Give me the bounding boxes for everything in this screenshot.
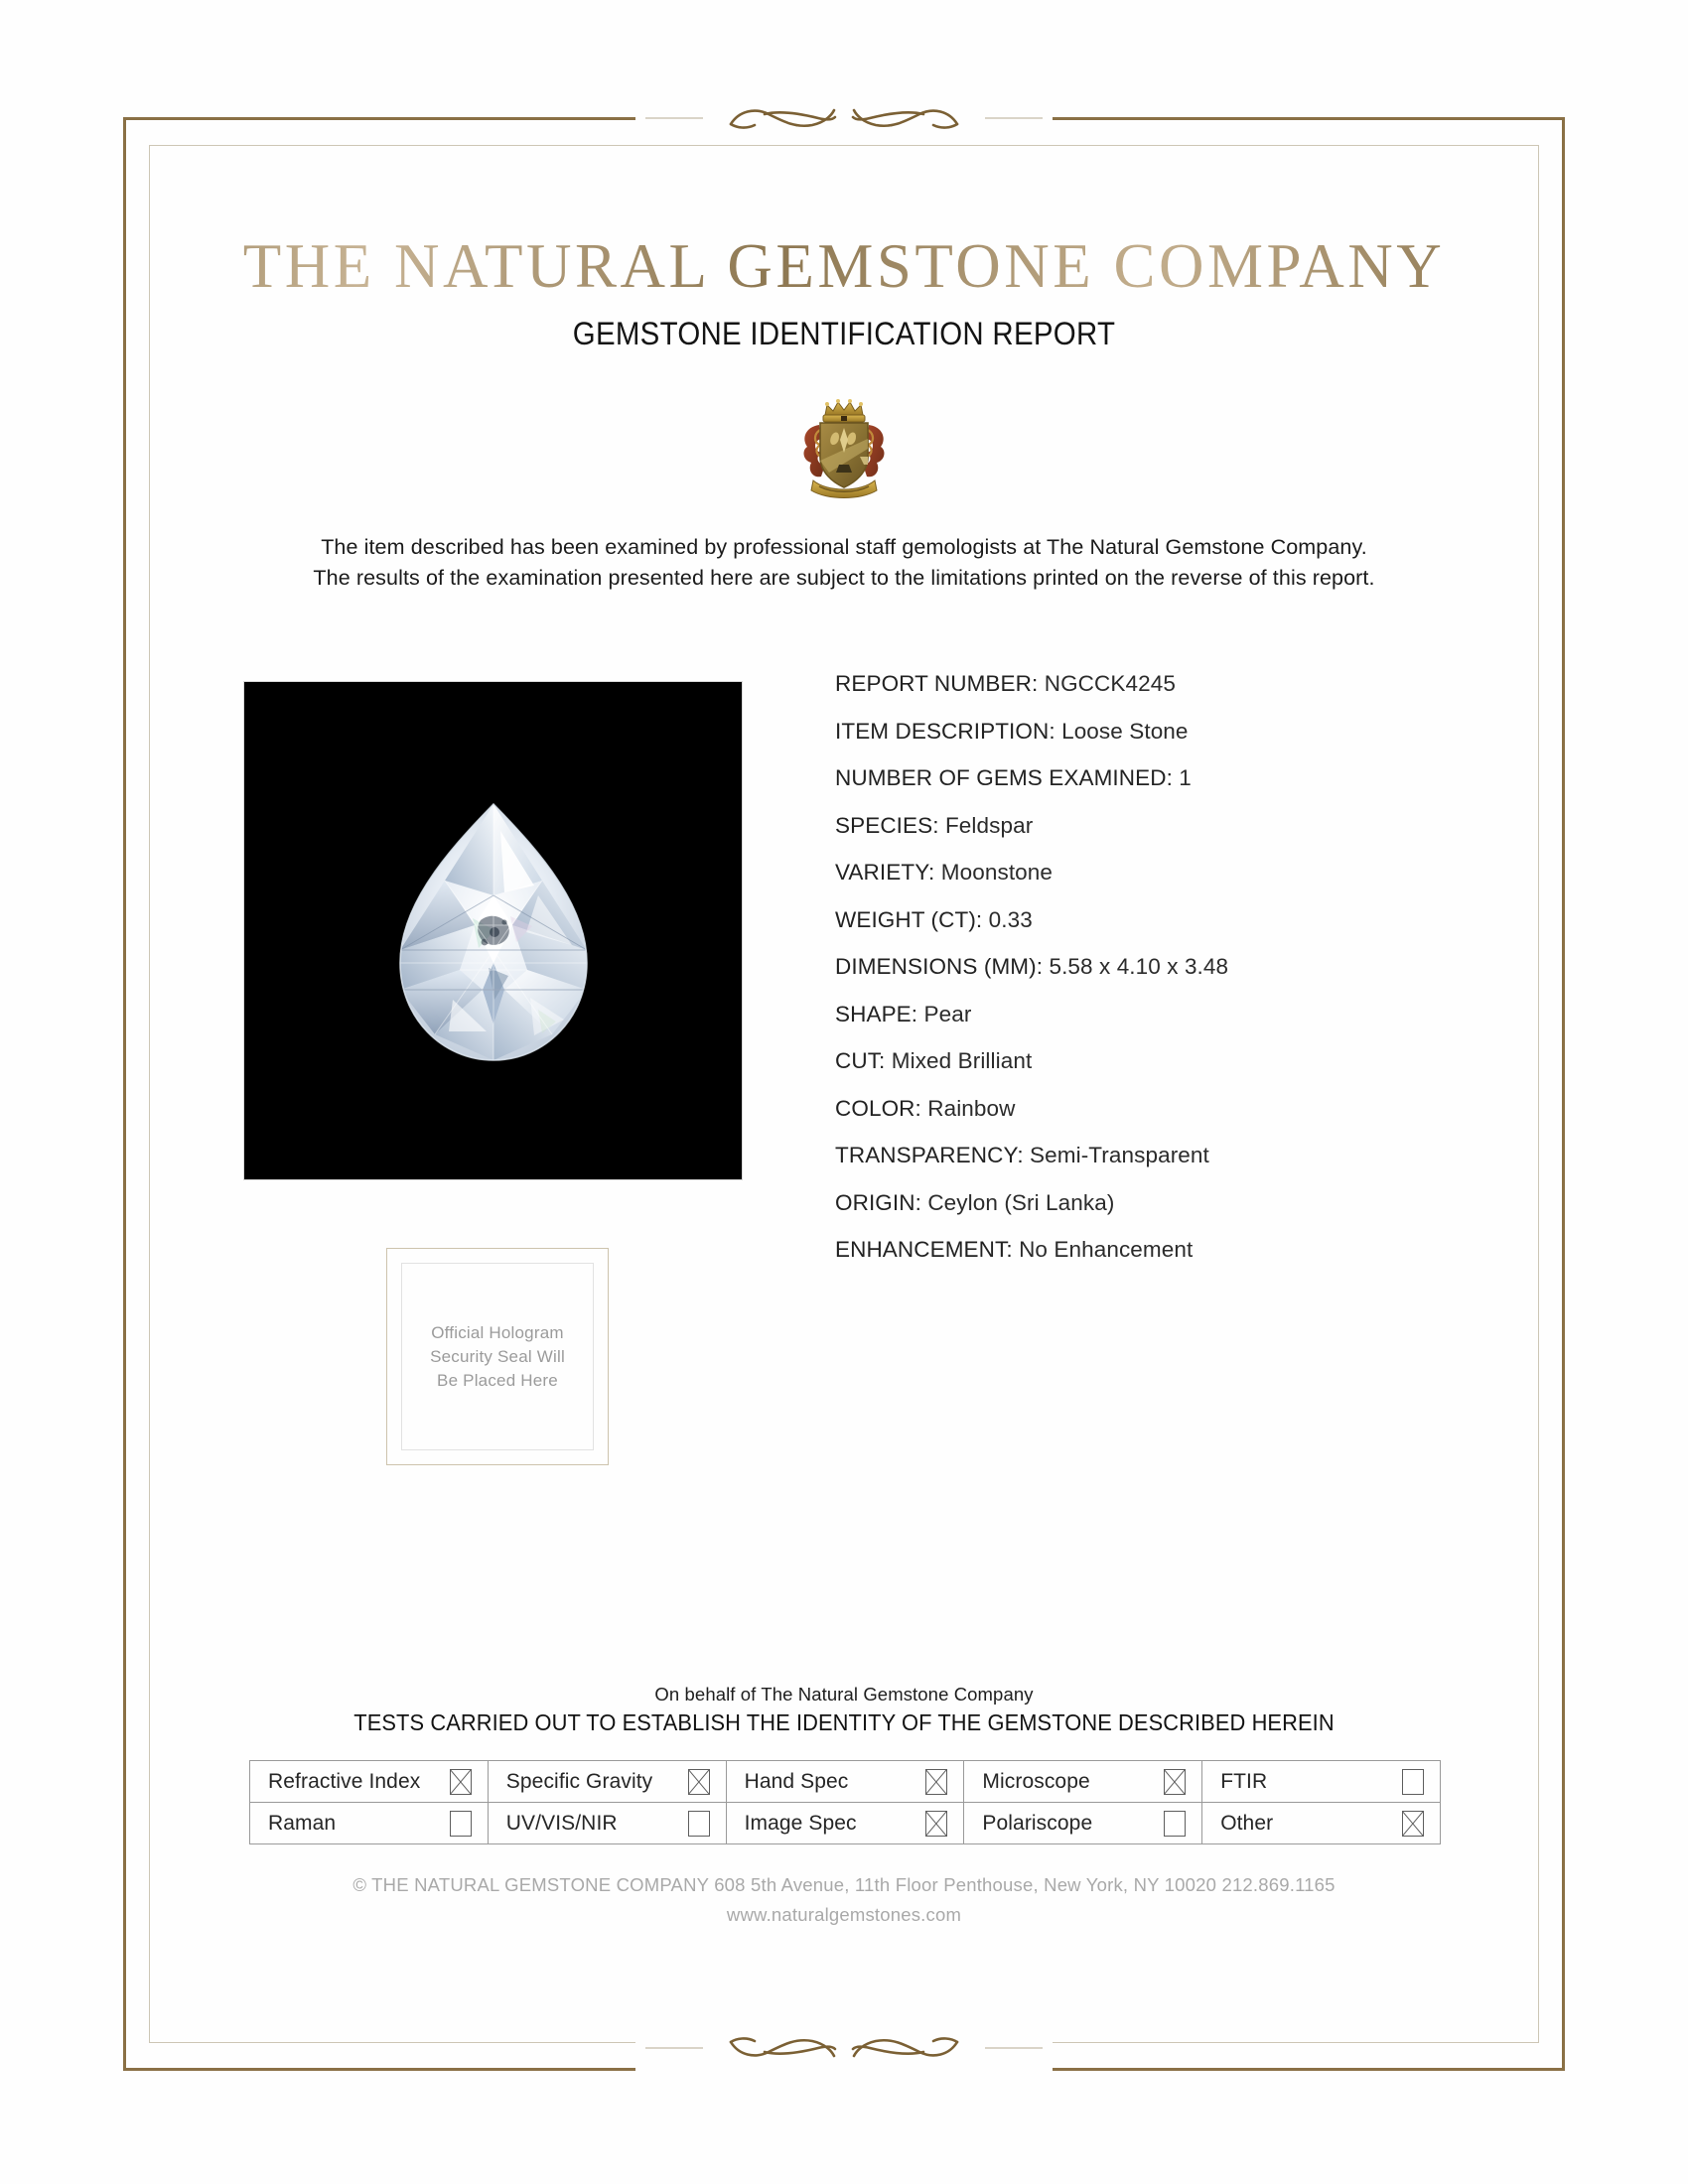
spec-row-species — [835, 813, 1471, 839]
spec-label: ITEM DESCRIPTION: — [835, 718, 1055, 744]
test-cell-other[interactable] — [1202, 1803, 1441, 1844]
checkbox-image-spec[interactable] — [925, 1811, 947, 1837]
checkbox-refractive-index[interactable] — [450, 1769, 472, 1795]
spec-row-enhancement — [835, 1237, 1471, 1263]
spec-label: WEIGHT (CT): — [835, 906, 983, 932]
report-subtitle: GEMSTONE IDENTIFICATION REPORT — [572, 316, 1116, 351]
spec-value: 5.58 x 4.10 x 3.48 — [1049, 954, 1229, 979]
spec-row-cut — [835, 1048, 1471, 1074]
gemstone-photo — [243, 681, 743, 1180]
test-cell-specific-gravity[interactable] — [488, 1761, 726, 1803]
on-behalf-line: On behalf of The Natural Gemstone Company — [654, 1684, 1034, 1705]
spec-value: Mixed Brilliant — [891, 1048, 1033, 1073]
hologram-line-3: Be Placed Here — [437, 1370, 558, 1390]
flourish-ornament-icon — [645, 2028, 1043, 2068]
spec-value: Feldspar — [944, 812, 1034, 838]
checkbox-microscope[interactable] — [1164, 1769, 1186, 1795]
company-title: THE NATURAL GEMSTONE COMPANY — [0, 230, 1688, 303]
hologram-line-1: Official Hologram — [431, 1322, 564, 1342]
footer-website[interactable]: www.naturalgemstones.com — [726, 1904, 962, 1925]
spec-row-number-of-gems — [835, 765, 1471, 791]
spec-row-shape — [835, 1002, 1471, 1027]
checkbox-specific-gravity[interactable] — [688, 1769, 710, 1795]
test-cell-uv-vis-nir[interactable] — [488, 1803, 726, 1844]
footer — [0, 1870, 1688, 1930]
table-row — [250, 1803, 1441, 1844]
spec-value: Rainbow — [927, 1095, 1016, 1121]
heraldic-crest-icon — [789, 395, 899, 502]
test-cell-raman[interactable] — [250, 1803, 489, 1844]
spec-label: TRANSPARENCY: — [835, 1143, 1024, 1167]
hologram-seal-placeholder — [386, 1248, 609, 1465]
flourish-ornament-icon — [645, 98, 1043, 138]
spec-value: 1 — [1179, 765, 1192, 790]
spec-label: CUT: — [835, 1048, 886, 1073]
spec-row-dimensions — [835, 954, 1471, 980]
spec-value: Pear — [923, 1001, 972, 1026]
test-cell-ftir[interactable] — [1202, 1761, 1441, 1803]
test-label: FTIR — [1220, 1770, 1268, 1793]
spec-value: No Enhancement — [1019, 1237, 1194, 1262]
test-label: Other — [1220, 1812, 1274, 1835]
spec-row-origin — [835, 1190, 1471, 1216]
test-cell-hand-spec[interactable] — [726, 1761, 964, 1803]
spec-row-color — [835, 1096, 1471, 1122]
test-cell-image-spec[interactable] — [726, 1803, 964, 1844]
checkbox-ftir[interactable] — [1402, 1769, 1424, 1795]
spec-row-variety — [835, 860, 1471, 886]
pear-moonstone-image — [244, 682, 743, 1180]
footer-address: © THE NATURAL GEMSTONE COMPANY 608 5th Avenue, 11th Floor Penthouse, New York, NY 10020 212.869.1165 — [352, 1874, 1336, 1895]
spec-label: NUMBER OF GEMS EXAMINED: — [835, 765, 1173, 790]
test-cell-microscope[interactable] — [964, 1761, 1202, 1803]
checkbox-raman[interactable] — [450, 1811, 472, 1837]
spec-value: NGCCK4245 — [1044, 671, 1176, 696]
test-label: Refractive Index — [268, 1770, 421, 1793]
tests-heading: TESTS CARRIED OUT TO ESTABLISH THE IDENTITY OF THE GEMSTONE DESCRIBED HEREIN — [353, 1709, 1335, 1735]
spec-row-weight — [835, 907, 1471, 933]
hologram-inner-box — [401, 1263, 594, 1450]
checkbox-polariscope[interactable] — [1164, 1811, 1186, 1837]
spec-label: DIMENSIONS (MM): — [835, 954, 1044, 979]
test-label: UV/VIS/NIR — [505, 1812, 618, 1835]
test-label: Polariscope — [982, 1812, 1093, 1835]
disclaimer — [0, 532, 1688, 594]
test-label: Hand Spec — [744, 1770, 849, 1793]
gemstone-specifications — [835, 671, 1471, 1285]
spec-value: 0.33 — [988, 906, 1033, 932]
spec-value: Ceylon (Sri Lanka) — [927, 1189, 1115, 1215]
test-cell-polariscope[interactable] — [964, 1803, 1202, 1844]
ornament-top — [635, 95, 1053, 141]
table-row — [250, 1761, 1441, 1803]
spec-row-transparency — [835, 1143, 1471, 1168]
spec-row-report-number — [835, 671, 1471, 697]
checkbox-uv-vis-nir[interactable] — [688, 1811, 710, 1837]
test-label: Raman — [268, 1812, 337, 1835]
spec-label: VARIETY: — [835, 860, 935, 885]
spec-label: SPECIES: — [835, 812, 939, 838]
ornament-bottom — [635, 2025, 1053, 2071]
spec-label: ENHANCEMENT: — [835, 1237, 1013, 1262]
disclaimer-line-1: The item described has been examined by professional staff gemologists at The Natural Gemstone Company. — [321, 535, 1367, 559]
checkbox-other[interactable] — [1402, 1811, 1424, 1837]
spec-label: SHAPE: — [835, 1001, 918, 1026]
hologram-line-2: Security Seal Will — [430, 1346, 565, 1366]
test-label: Image Spec — [744, 1812, 857, 1835]
test-label: Specific Gravity — [505, 1770, 653, 1793]
spec-label: REPORT NUMBER: — [835, 671, 1039, 696]
test-label: Microscope — [982, 1770, 1090, 1793]
test-cell-refractive-index[interactable] — [250, 1761, 489, 1803]
tests-carried-out-table — [249, 1760, 1441, 1844]
spec-value: Semi-Transparent — [1030, 1143, 1209, 1167]
checkbox-hand-spec[interactable] — [925, 1769, 947, 1795]
hologram-text — [430, 1321, 565, 1393]
spec-row-item-description — [835, 719, 1471, 745]
spec-value: Moonstone — [940, 860, 1054, 885]
spec-value: Loose Stone — [1061, 718, 1189, 744]
spec-label: ORIGIN: — [835, 1189, 921, 1215]
spec-label: COLOR: — [835, 1095, 921, 1121]
disclaimer-line-2: The results of the examination presented here are subject to the limitations printed on the reverse of this report. — [313, 566, 1375, 590]
